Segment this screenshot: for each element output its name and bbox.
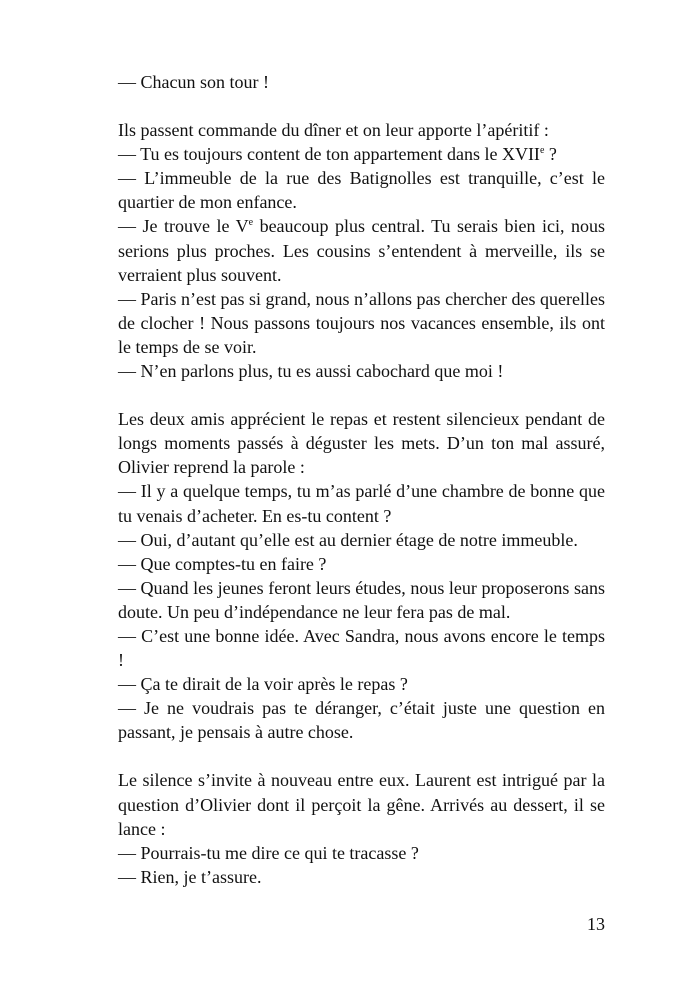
dialogue-line: — Il y a quelque temps, tu m’as parlé d’une chambre de bonne que tu venais d’acheter. En es-tu content ? — [118, 481, 605, 526]
dialogue-text: ? — [544, 144, 557, 165]
dialogue-line: — Je ne voudrais pas te déranger, c’était juste une question en passant, je pensais à autre chose. — [118, 698, 605, 743]
dialogue-text: — Tu es toujours content de ton appartement dans le XVII — [118, 144, 540, 165]
narrative-paragraph: Les deux amis apprécient le repas et restent silencieux pendant de longs moments passés à déguster les mets. D’un ton mal assuré, Olivier reprend la parole : — [118, 409, 605, 478]
dialogue-line: — C’est une bonne idée. Avec Sandra, nous avons encore le temps ! — [118, 625, 605, 671]
dialogue-line: — Pourrais-tu me dire ce qui te tracasse ? — [118, 842, 419, 863]
dialogue-line: — Ça te dirait de la voir après le repas ? — [118, 674, 408, 695]
dialogue-line: — Rien, je t’assure. — [118, 866, 262, 887]
dialogue-line: — Oui, d’autant qu’elle est au dernier étage de notre immeuble. — [118, 529, 578, 550]
dialogue-line — [118, 142, 605, 166]
dialogue-text: — Je trouve le V — [118, 216, 249, 237]
narrative-paragraph: Le silence s’invite à nouveau entre eux. Laurent est intrigué par la question d’Olivier dont il perçoit la gêne. Arrivés au dessert, il se lance : — [118, 770, 605, 839]
paragraph-gap — [118, 744, 605, 768]
superscript: e — [539, 145, 545, 157]
dialogue-line: — Paris n’est pas si grand, nous n’allons pas chercher des querelles de clocher ! Nous passons toujours nos vacances ensemble, ils ont le temps de se voir. — [118, 288, 605, 357]
page-number: 13 — [587, 914, 605, 934]
paragraph-gap — [118, 383, 605, 407]
superscript: e — [248, 217, 254, 229]
dialogue-line: — Que comptes-tu en faire ? — [118, 553, 327, 574]
dialogue-line: — N’en parlons plus, tu es aussi cabochard que moi ! — [118, 361, 504, 382]
page-body — [118, 70, 605, 889]
dialogue-line: — L’immeuble de la rue des Batignolles est tranquille, c’est le quartier de mon enfance. — [118, 168, 605, 213]
dialogue-text: beaucoup plus central. Tu serais bien ici, nous serions plus proches. Les cousins s’entendent à merveille, ils se verraient plus souvent. — [118, 216, 605, 285]
narrative-paragraph: Ils passent commande du dîner et on leur apporte l’apéritif : — [118, 120, 549, 141]
paragraph-gap — [118, 94, 605, 118]
dialogue-line — [118, 214, 605, 286]
dialogue-line: — Chacun son tour ! — [118, 72, 269, 92]
dialogue-line: — Quand les jeunes feront leurs études, nous leur proposerons sans doute. Un peu d’indépendance ne leur fera pas de mal. — [118, 577, 605, 622]
